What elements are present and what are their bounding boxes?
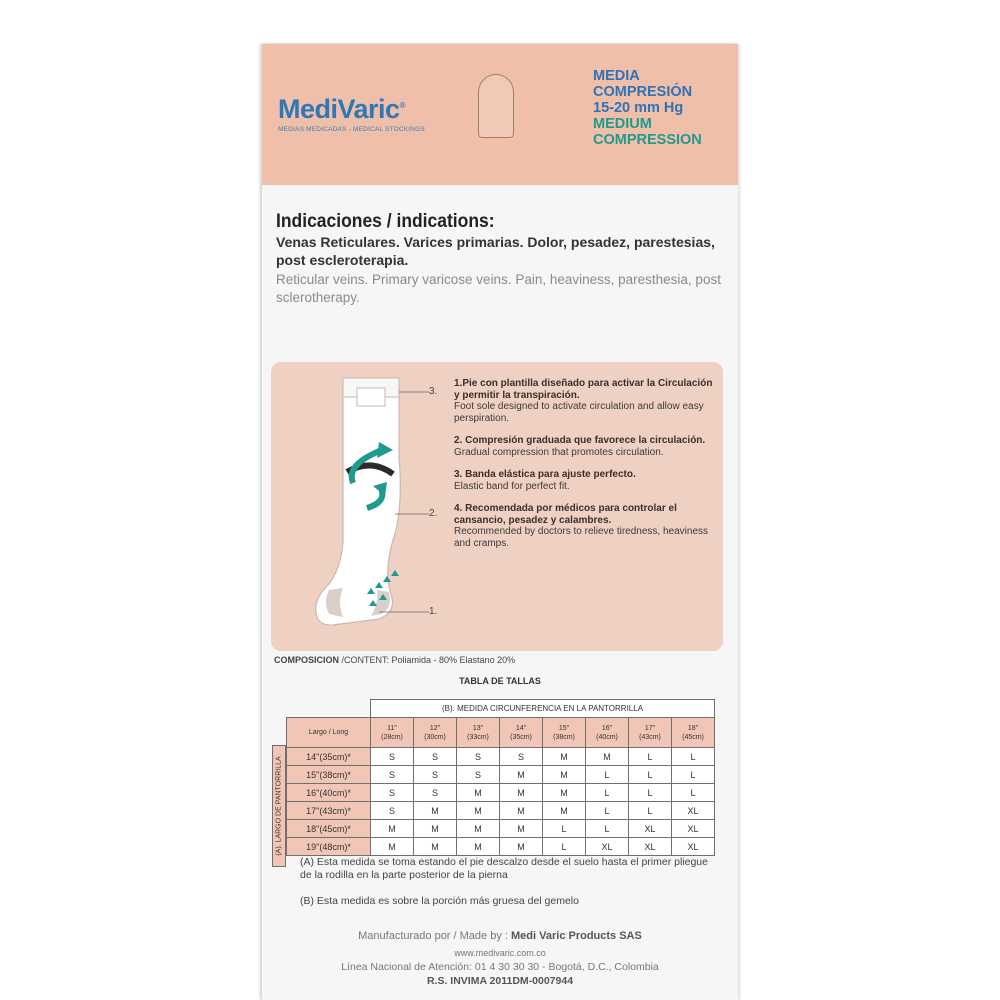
table-row: [287, 802, 715, 820]
feature-list: [454, 378, 716, 560]
calf-size: 17" (43cm): [629, 718, 672, 748]
size-table-title: TABLA DE TALLAS: [459, 676, 541, 686]
feature-item: [454, 378, 716, 424]
feature-es: 3. Banda elástica para ajuste perfecto.: [454, 469, 636, 480]
size-cell: S: [414, 766, 457, 784]
size-cell: L: [586, 766, 629, 784]
features-panel: [271, 362, 723, 651]
size-cell: M: [500, 838, 543, 856]
hang-hole: [478, 74, 514, 138]
size-cell: M: [414, 838, 457, 856]
info-card: [262, 185, 738, 1000]
callout-2: 2.: [429, 508, 438, 519]
size-cell: M: [586, 748, 629, 766]
invima-registration: R.S. INVIMA 2011DM-0007944: [426, 975, 574, 987]
size-cell: XL: [629, 838, 672, 856]
size-cell: XL: [672, 820, 715, 838]
length-cell: 14"(35cm)*: [287, 748, 371, 766]
size-cell: M: [500, 820, 543, 838]
size-cell: S: [457, 766, 500, 784]
logo-tagline: MEDIAS MEDICADAS - MEDICAL STOCKINGS: [278, 126, 425, 133]
feature-es: 1.Pie con plantilla diseñado para activar la Circulación y permitir la transpiración.: [454, 378, 713, 401]
feature-item: [454, 435, 716, 458]
calf-size: 13" (33cm): [457, 718, 500, 748]
size-cell: L: [672, 784, 715, 802]
compression-line-5: COMPRESSION: [593, 132, 702, 148]
size-cell: L: [543, 820, 586, 838]
company-name: Medi Varic Products SAS: [511, 930, 642, 942]
compression-line-1: MEDIA: [593, 68, 640, 84]
size-cell: M: [543, 748, 586, 766]
feature-en: Recommended by doctors to relieve tiredness, heaviness and cramps.: [454, 526, 709, 549]
size-cell: S: [371, 784, 414, 802]
size-cell: S: [371, 802, 414, 820]
size-cell: M: [500, 766, 543, 784]
calf-header: (B). MEDIDA CIRCUNFERENCIA EN LA PANTORRILLA: [371, 700, 715, 718]
size-cell: L: [629, 766, 672, 784]
table-row: [287, 838, 715, 856]
callout-1: 1.: [429, 606, 438, 617]
calf-size: 14" (35cm): [500, 718, 543, 748]
size-cell: M: [457, 838, 500, 856]
made-by-prefix: Manufacturado por / Made by :: [358, 930, 512, 942]
size-cell: L: [629, 784, 672, 802]
composition-line: [274, 655, 515, 665]
table-row: [287, 748, 715, 766]
compression-line-4: MEDIUM: [593, 116, 652, 132]
length-cell: 15"(38cm)*: [287, 766, 371, 784]
size-cell: L: [586, 820, 629, 838]
size-cell: M: [543, 784, 586, 802]
size-cell: XL: [586, 838, 629, 856]
table-row: [287, 784, 715, 802]
size-cell: L: [629, 802, 672, 820]
size-cell: S: [457, 748, 500, 766]
size-cell: M: [500, 784, 543, 802]
logo-text: MediVaric: [278, 94, 400, 124]
registered-mark: ®: [399, 101, 405, 110]
size-cell: M: [543, 802, 586, 820]
size-cell: L: [586, 802, 629, 820]
size-table: [275, 699, 715, 856]
feature-item: [454, 469, 716, 492]
compression-label: [593, 68, 702, 148]
size-cell: XL: [629, 820, 672, 838]
length-cell: 17"(43cm)*: [287, 802, 371, 820]
size-cell: M: [457, 820, 500, 838]
note-a: (A) Esta medida se toma estando el pie descalzo desde el suelo hasta el primer pliegue de la rodilla en la parte posterior de la pierna: [300, 856, 708, 881]
size-cell: L: [586, 784, 629, 802]
length-side-label: (A). LARGO DE PANTORRILLA: [272, 745, 286, 867]
manufacturer-line: [262, 930, 738, 942]
size-cell: M: [457, 802, 500, 820]
calf-size: 15" (38cm): [543, 718, 586, 748]
calf-size: 18" (45cm): [672, 718, 715, 748]
calf-size: 11" (28cm): [371, 718, 414, 748]
feature-es: 4. Recomendada por médicos para controlar el cansancio, pesadez y calambres.: [454, 503, 677, 526]
indications-title: Indicaciones / indications:: [276, 211, 495, 232]
size-cell: L: [629, 748, 672, 766]
feature-item: [454, 503, 716, 549]
size-cell: XL: [672, 802, 715, 820]
length-cell: 19"(48cm)*: [287, 838, 371, 856]
size-cell: L: [672, 766, 715, 784]
length-cell: 18"(45cm)*: [287, 820, 371, 838]
feature-en: Gradual compression that promotes circulation.: [454, 446, 664, 458]
size-cell: S: [414, 748, 457, 766]
size-cell: M: [457, 784, 500, 802]
composition-label: COMPOSICION: [274, 655, 340, 665]
brand-logo: [278, 94, 425, 133]
size-cell: M: [371, 820, 414, 838]
compression-line-3: 15-20 mm Hg: [593, 100, 684, 116]
size-cell: L: [543, 838, 586, 856]
indications-english: Reticular veins. Primary varicose veins. Pain, heaviness, paresthesia, post sclerotherapy.: [276, 272, 721, 305]
service-line: Línea Nacional de Atención: 01 4 30 30 30 - Bogotá, D.C., Colombia: [341, 961, 659, 973]
feature-en: Foot sole designed to activate circulation and allow easy perspiration.: [454, 401, 704, 424]
size-cell: M: [414, 802, 457, 820]
compression-line-2: COMPRESIÓN: [593, 84, 693, 100]
feature-en: Elastic band for perfect fit.: [454, 480, 570, 492]
size-cell: M: [414, 820, 457, 838]
size-cell: M: [371, 838, 414, 856]
calf-size: 12" (30cm): [414, 718, 457, 748]
stocking-illustration: [271, 362, 441, 651]
callout-3: 3.: [429, 386, 438, 397]
size-cell: XL: [672, 838, 715, 856]
size-cell: S: [414, 784, 457, 802]
size-cell: L: [672, 748, 715, 766]
product-package: [262, 44, 738, 1000]
table-row: [287, 766, 715, 784]
note-b: (B) Esta medida es sobre la porción más gruesa del gemelo: [300, 895, 579, 907]
size-cell: S: [371, 766, 414, 784]
feature-es: 2. Compresión graduada que favorece la circulación.: [454, 435, 706, 446]
size-cell: M: [500, 802, 543, 820]
calf-size: 16" (40cm): [586, 718, 629, 748]
length-cell: 16"(40cm)*: [287, 784, 371, 802]
composition-text: /CONTENT: Poliamida - 80% Elastano 20%: [339, 655, 516, 665]
size-cell: M: [543, 766, 586, 784]
indications-spanish: Venas Reticulares. Varices primarias. Dolor, pesadez, parestesias, post escleroterapia.: [276, 234, 715, 268]
length-header: Largo / Long: [287, 718, 371, 748]
size-cell: S: [500, 748, 543, 766]
size-grid: [286, 699, 715, 856]
website: www.medivaric.com.co: [454, 948, 546, 958]
table-row: [287, 820, 715, 838]
header-band: [262, 44, 738, 185]
size-cell: S: [371, 748, 414, 766]
